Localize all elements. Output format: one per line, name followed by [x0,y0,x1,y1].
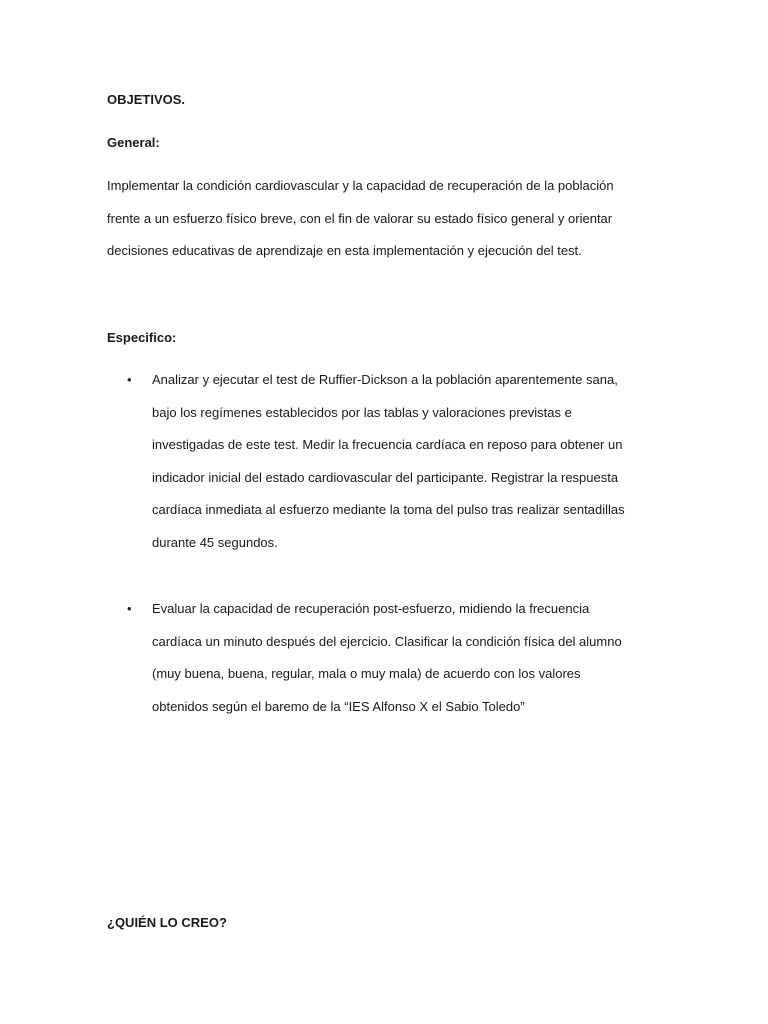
bullet-line: cardíaca un minuto después del ejercicio. Clasificar la condición física del alumno [152,633,622,649]
paragraph-line: Implementar la condición cardiovascular y la capacidad de recuperación de la población [107,178,614,193]
bullet-icon: • [127,601,132,616]
bullet-line: indicador inicial del estado cardiovascular del participante. Registrar la respuesta [152,469,619,485]
general-heading: General: [107,135,160,150]
bullet-line: Analizar y ejecutar el test de Ruffier-Dickson a la población aparentemente sana, [152,372,618,387]
bullet-line: investigadas de este test. Medir la frecuencia cardíaca en reposo para obtener un [152,437,623,452]
general-paragraph [107,170,647,268]
bullet-line: cardíaca inmediata al esfuerzo mediante la toma del pulso tras realizar sentadillas [152,502,625,517]
bullet-line: Evaluar la capacidad de recuperación post-esfuerzo, midiendo la frecuencia [152,601,590,616]
quien-heading: ¿QUIÉN LO CREO? [107,915,227,930]
bullet-text [152,364,667,559]
bullet-text [152,593,667,723]
bullet-icon: • [127,372,132,387]
especifico-heading: Especifico: [107,330,177,345]
bullet-line: durante 45 segundos. [152,534,278,550]
paragraph-line: frente a un esfuerzo físico breve, con el fin de valorar su estado físico general y orientar [107,210,613,226]
paragraph-line: decisiones educativas de aprendizaje en esta implementación y ejecución del test. [107,243,582,258]
bullet-line: bajo los regímenes establecidos por las tablas y valoraciones previstas e [152,404,572,420]
bullet-line: obtenidos según el baremo de la “IES Alfonso X el Sabio Toledo” [152,698,525,714]
bullet-line: (muy buena, buena, regular, mala o muy mala) de acuerdo con los valores [152,666,581,681]
objetivos-heading: OBJETIVOS. [107,92,186,107]
